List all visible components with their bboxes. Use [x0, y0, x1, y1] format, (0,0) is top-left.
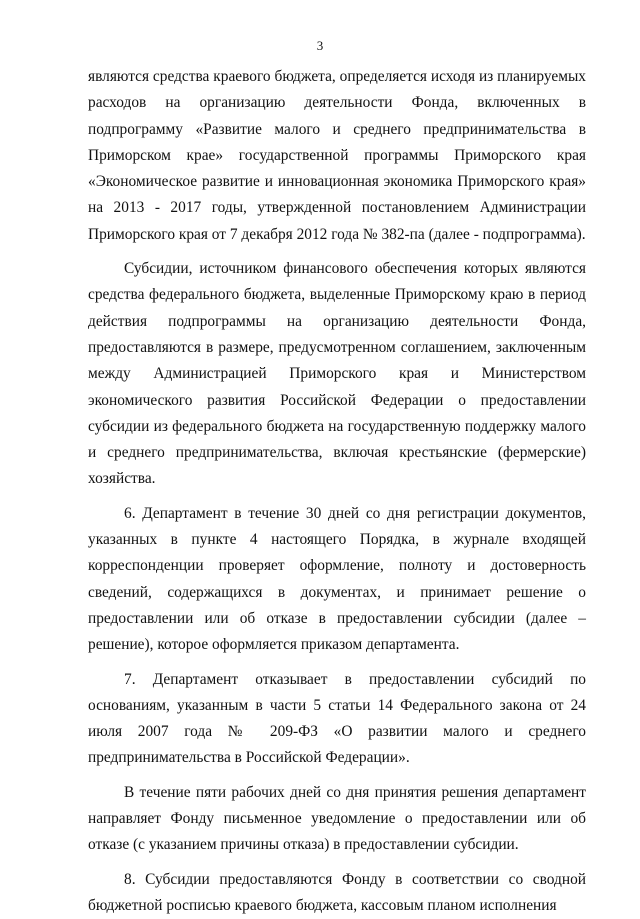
paragraph-subsidies-federal: Субсидии, источником финансового обеспечения которых являются средства федерального бюджета, выделенные Приморскому краю в период действия подпрограммы на организацию деятельности Фонда, предоставляются в размере, предусмотренном соглашением, заключенным между Администрацией Приморского края и Министерством экономического развития Российской Федерации о предоставлении субсидии из федерального бюджета на государственную поддержку малого и среднего предпринимательства, включая крестьянские (фермерские) хозяйства.: [88, 260, 586, 488]
paragraph-item-8: 8. Субсидии предоставляются Фонду в соответствии со сводной бюджетной росписью краевого бюджета, кассовым планом исполнения: [88, 870, 586, 914]
page-number: 3: [316, 38, 324, 53]
paragraph-item-7: 7. Департамент отказывает в предоставлении субсидий по основаниям, указанным в части 5 статьи 14 Федерального закона от 24 июля 2007 года № 209-ФЗ «О развитии малого и среднего предпринимательства в Российской Федерации».: [88, 670, 586, 767]
document-body: [88, 64, 586, 919]
paragraph-notification: В течение пяти рабочих дней со дня принятия решения департамент направляет Фонду письменное уведомление о предоставлении или об отказе (с указанием причины отказа) в предоставлении субсидии.: [88, 783, 586, 854]
paragraph-continuation: являются средства краевого бюджета, определяется исходя из планируемых расходов на организацию деятельности Фонда, включенных в подпрограмму «Развитие малого и среднего предпринимательства в Приморском крае» государственной программы Приморского края «Экономическое развитие и инновационная экономика Приморского края» на 2013 - 2017 годы, утвержденной постановлением Администрации Приморского края от 7 декабря 2012 года № 382-па (далее - подпрограмма).: [88, 68, 586, 243]
paragraph-item-6: 6. Департамент в течение 30 дней со дня регистрации документов, указанных в пункте 4 настоящего Порядка, в журнале входящей корреспонденции проверяет оформление, полноту и достоверность сведений, содержащихся в документах, и принимает решение о предоставлении или об отказе в предоставлении субсидии (далее – решение), которое оформляется приказом департамента.: [88, 504, 586, 654]
